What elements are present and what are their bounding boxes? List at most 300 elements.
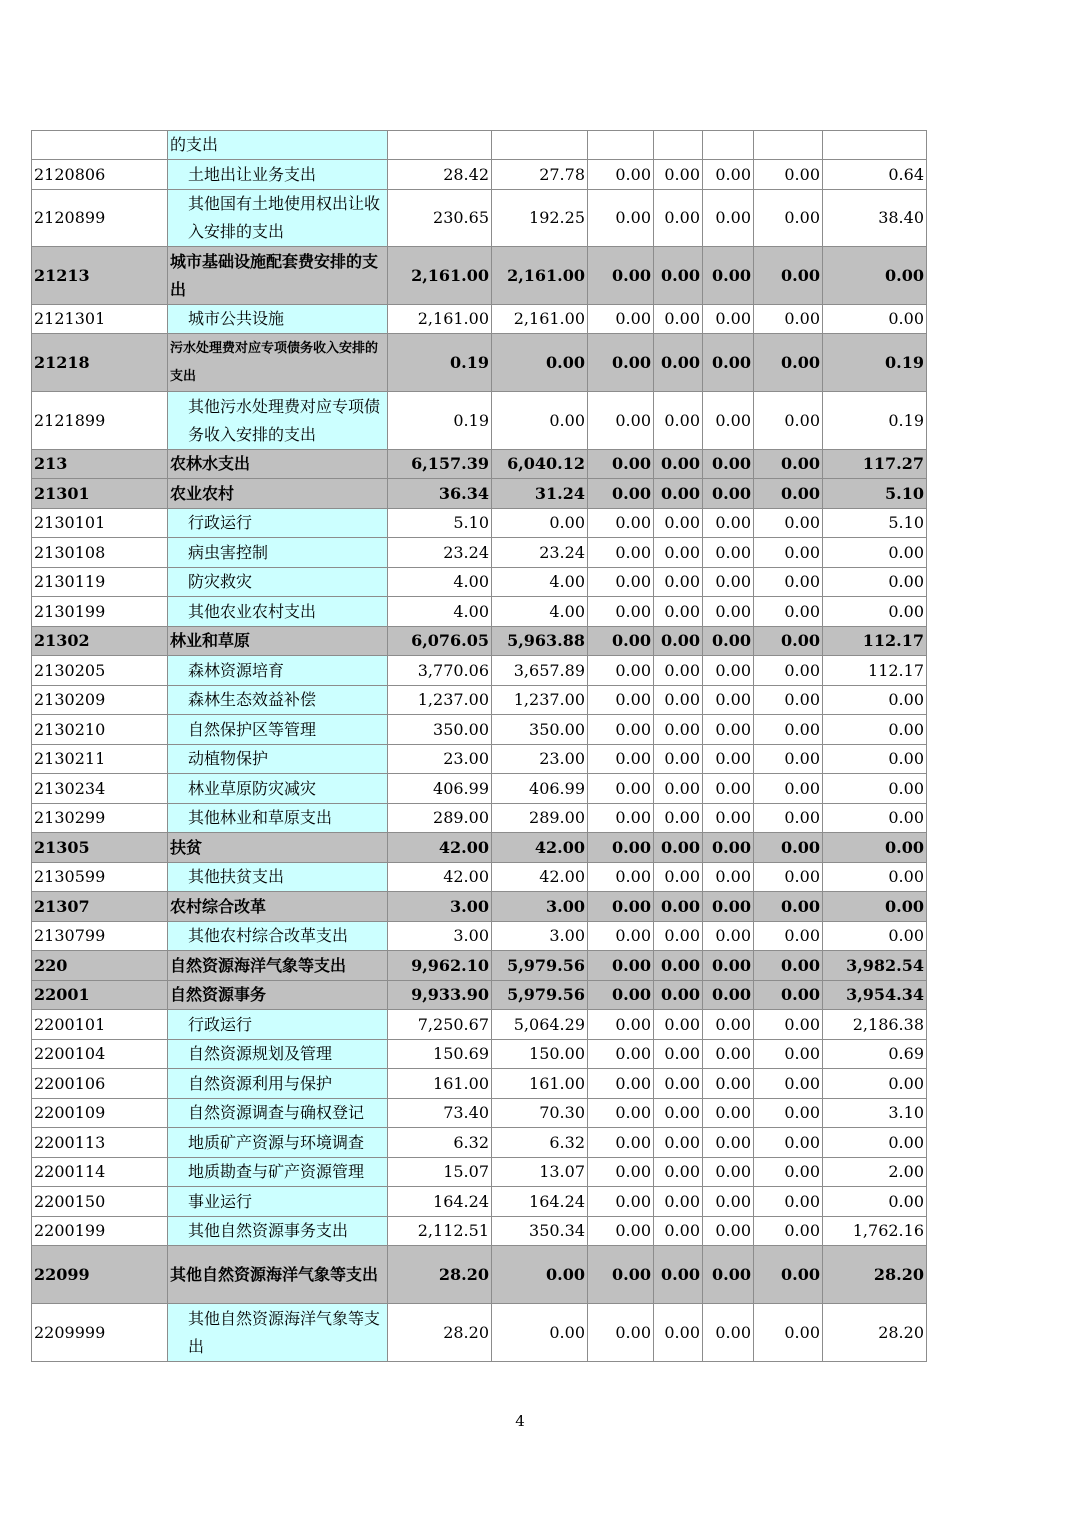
row-value-5: 0.00 [703, 334, 754, 392]
row-value-7: 0.00 [823, 597, 927, 627]
row-value-1: 230.65 [388, 190, 492, 247]
row-name: 自然资源事务 [168, 981, 388, 1010]
category-row [32, 981, 927, 1010]
row-value-4: 0.00 [654, 538, 703, 568]
row-value-7: 0.00 [823, 568, 927, 597]
row-value-3: 0.00 [588, 597, 654, 627]
row-code: 2130101 [32, 509, 168, 538]
row-value-2: 2,161.00 [492, 247, 588, 305]
row-value-7: 0.19 [823, 392, 927, 450]
row-value-1: 36.34 [388, 479, 492, 509]
row-code: 220 [32, 951, 168, 981]
row-value-2: 5,064.29 [492, 1010, 588, 1040]
row-value-3: 0.00 [588, 392, 654, 450]
row-value-3: 0.00 [588, 627, 654, 656]
row-code: 2200114 [32, 1158, 168, 1187]
row-value-4: 0.00 [654, 1187, 703, 1217]
row-name: 其他林业和草原支出 [168, 804, 388, 833]
row-value-2: 406.99 [492, 774, 588, 804]
row-value-3: 0.00 [588, 1099, 654, 1128]
row-value-3: 0.00 [588, 981, 654, 1010]
row-value-2: 42.00 [492, 833, 588, 863]
row-value-2: 150.00 [492, 1040, 588, 1069]
row-value-4: 0.00 [654, 1158, 703, 1187]
table-row [32, 1069, 927, 1099]
row-value-2: 0.00 [492, 1246, 588, 1304]
row-name: 林业和草原 [168, 627, 388, 656]
row-value-1: 2,161.00 [388, 247, 492, 305]
row-value-7: 2.00 [823, 1158, 927, 1187]
row-name: 病虫害控制 [168, 538, 388, 568]
row-value-5: 0.00 [703, 392, 754, 450]
row-value-5: 0.00 [703, 1158, 754, 1187]
row-value-7 [823, 131, 927, 160]
row-value-2: 42.00 [492, 863, 588, 892]
row-value-6: 0.00 [754, 892, 823, 922]
row-value-2: 192.25 [492, 190, 588, 247]
row-name: 其他自然资源海洋气象等支出 [168, 1246, 388, 1304]
row-value-6: 0.00 [754, 833, 823, 863]
row-value-5: 0.00 [703, 922, 754, 951]
page-number: 4 [515, 1412, 525, 1430]
row-value-7: 0.00 [823, 1128, 927, 1158]
row-value-6: 0.00 [754, 305, 823, 334]
row-code: 2130799 [32, 922, 168, 951]
row-value-1: 3.00 [388, 892, 492, 922]
row-value-4: 0.00 [654, 247, 703, 305]
row-value-5: 0.00 [703, 892, 754, 922]
row-value-3: 0.00 [588, 450, 654, 479]
row-value-2: 350.00 [492, 715, 588, 745]
row-code: 2130108 [32, 538, 168, 568]
table-row [32, 1010, 927, 1040]
row-value-6: 0.00 [754, 1158, 823, 1187]
row-code: 213 [32, 450, 168, 479]
category-row [32, 450, 927, 479]
row-value-4: 0.00 [654, 627, 703, 656]
table-row [32, 538, 927, 568]
row-value-6 [754, 131, 823, 160]
table-row [32, 131, 927, 160]
row-value-2: 0.00 [492, 509, 588, 538]
row-name: 其他农村综合改革支出 [168, 922, 388, 951]
row-name: 扶贫 [168, 833, 388, 863]
row-value-1: 9,933.90 [388, 981, 492, 1010]
row-code: 21302 [32, 627, 168, 656]
row-value-7: 0.00 [823, 715, 927, 745]
row-value-6: 0.00 [754, 392, 823, 450]
row-code: 2130299 [32, 804, 168, 833]
table-row [32, 1217, 927, 1246]
row-value-4: 0.00 [654, 1246, 703, 1304]
row-name: 城市公共设施 [168, 305, 388, 334]
row-value-7: 1,762.16 [823, 1217, 927, 1246]
row-code: 2200109 [32, 1099, 168, 1128]
row-value-2: 23.24 [492, 538, 588, 568]
row-value-5: 0.00 [703, 190, 754, 247]
row-value-3: 0.00 [588, 1040, 654, 1069]
row-value-5: 0.00 [703, 1304, 754, 1362]
row-value-6: 0.00 [754, 1217, 823, 1246]
row-name: 的支出 [168, 131, 388, 160]
row-value-2: 1,237.00 [492, 686, 588, 715]
row-value-1: 289.00 [388, 804, 492, 833]
row-value-1: 0.19 [388, 392, 492, 450]
row-value-7: 112.17 [823, 656, 927, 686]
row-value-6: 0.00 [754, 951, 823, 981]
row-value-5: 0.00 [703, 160, 754, 190]
row-code: 2130210 [32, 715, 168, 745]
table-row [32, 715, 927, 745]
row-name: 地质勘查与矿产资源管理 [168, 1158, 388, 1187]
row-value-6: 0.00 [754, 922, 823, 951]
row-value-1: 1,237.00 [388, 686, 492, 715]
row-name: 林业草原防灾减灾 [168, 774, 388, 804]
row-value-5: 0.00 [703, 686, 754, 715]
row-value-6: 0.00 [754, 568, 823, 597]
row-value-4: 0.00 [654, 1128, 703, 1158]
row-name: 防灾救灾 [168, 568, 388, 597]
row-value-6: 0.00 [754, 1246, 823, 1304]
row-value-5: 0.00 [703, 247, 754, 305]
row-value-1: 4.00 [388, 597, 492, 627]
row-value-5: 0.00 [703, 1217, 754, 1246]
row-value-1: 2,161.00 [388, 305, 492, 334]
row-value-3: 0.00 [588, 1187, 654, 1217]
row-value-4: 0.00 [654, 981, 703, 1010]
row-value-7: 0.00 [823, 305, 927, 334]
row-value-6: 0.00 [754, 774, 823, 804]
row-value-2: 3,657.89 [492, 656, 588, 686]
row-value-2: 70.30 [492, 1099, 588, 1128]
row-value-4: 0.00 [654, 1217, 703, 1246]
row-value-7: 112.17 [823, 627, 927, 656]
row-value-4 [654, 131, 703, 160]
row-code: 21307 [32, 892, 168, 922]
row-name: 农村综合改革 [168, 892, 388, 922]
row-value-6: 0.00 [754, 190, 823, 247]
row-value-5: 0.00 [703, 509, 754, 538]
row-value-2: 5,979.56 [492, 981, 588, 1010]
row-name: 污水处理费对应专项债务收入安排的支出 [168, 334, 388, 392]
row-name: 动植物保护 [168, 745, 388, 774]
row-value-3: 0.00 [588, 1217, 654, 1246]
row-value-6: 0.00 [754, 1099, 823, 1128]
row-code: 2130599 [32, 863, 168, 892]
row-value-2: 4.00 [492, 597, 588, 627]
row-value-3: 0.00 [588, 334, 654, 392]
row-value-4: 0.00 [654, 686, 703, 715]
row-value-7: 0.00 [823, 833, 927, 863]
row-value-1: 3.00 [388, 922, 492, 951]
row-value-7: 28.20 [823, 1246, 927, 1304]
row-value-2: 0.00 [492, 1304, 588, 1362]
row-value-5: 0.00 [703, 538, 754, 568]
row-value-5: 0.00 [703, 1187, 754, 1217]
row-value-1: 150.69 [388, 1040, 492, 1069]
row-name: 其他农业农村支出 [168, 597, 388, 627]
row-value-3: 0.00 [588, 160, 654, 190]
row-value-2: 5,979.56 [492, 951, 588, 981]
row-value-5: 0.00 [703, 745, 754, 774]
row-code: 21305 [32, 833, 168, 863]
row-code: 2130205 [32, 656, 168, 686]
row-value-6: 0.00 [754, 656, 823, 686]
row-code: 2200106 [32, 1069, 168, 1099]
row-code: 21218 [32, 334, 168, 392]
table-row [32, 774, 927, 804]
row-value-4: 0.00 [654, 892, 703, 922]
row-value-3: 0.00 [588, 1069, 654, 1099]
row-value-4: 0.00 [654, 392, 703, 450]
row-value-2: 2,161.00 [492, 305, 588, 334]
row-code: 2121301 [32, 305, 168, 334]
row-value-3: 0.00 [588, 863, 654, 892]
row-value-7: 0.00 [823, 247, 927, 305]
row-value-3: 0.00 [588, 509, 654, 538]
row-value-1: 42.00 [388, 863, 492, 892]
row-value-6: 0.00 [754, 627, 823, 656]
row-value-1: 2,112.51 [388, 1217, 492, 1246]
row-value-6: 0.00 [754, 863, 823, 892]
table-row [32, 1128, 927, 1158]
row-value-3: 0.00 [588, 247, 654, 305]
budget-expenditure-table [31, 130, 927, 1362]
category-row [32, 334, 927, 392]
row-value-5 [703, 131, 754, 160]
table-row [32, 745, 927, 774]
row-value-3 [588, 131, 654, 160]
row-name: 自然保护区等管理 [168, 715, 388, 745]
row-value-6: 0.00 [754, 1069, 823, 1099]
row-value-4: 0.00 [654, 305, 703, 334]
row-value-5: 0.00 [703, 450, 754, 479]
row-value-2: 23.00 [492, 745, 588, 774]
row-value-2: 6,040.12 [492, 450, 588, 479]
row-value-6: 0.00 [754, 715, 823, 745]
row-value-3: 0.00 [588, 1304, 654, 1362]
row-value-1: 161.00 [388, 1069, 492, 1099]
table-row [32, 597, 927, 627]
category-row [32, 247, 927, 305]
row-name: 农业农村 [168, 479, 388, 509]
row-value-2: 350.34 [492, 1217, 588, 1246]
table-row [32, 1099, 927, 1128]
row-value-3: 0.00 [588, 833, 654, 863]
row-value-4: 0.00 [654, 1099, 703, 1128]
category-row [32, 479, 927, 509]
row-name: 自然资源调查与确权登记 [168, 1099, 388, 1128]
row-value-4: 0.00 [654, 1304, 703, 1362]
row-value-7: 3,982.54 [823, 951, 927, 981]
row-value-5: 0.00 [703, 774, 754, 804]
row-value-6: 0.00 [754, 247, 823, 305]
row-value-7: 0.00 [823, 892, 927, 922]
row-value-7: 5.10 [823, 509, 927, 538]
row-value-1: 5.10 [388, 509, 492, 538]
row-value-5: 0.00 [703, 568, 754, 597]
row-value-5: 0.00 [703, 1246, 754, 1304]
row-value-3: 0.00 [588, 538, 654, 568]
table-row [32, 305, 927, 334]
row-code: 2130234 [32, 774, 168, 804]
row-code: 2130209 [32, 686, 168, 715]
table-row [32, 160, 927, 190]
row-value-1: 3,770.06 [388, 656, 492, 686]
row-value-6: 0.00 [754, 686, 823, 715]
row-code: 22099 [32, 1246, 168, 1304]
category-row [32, 951, 927, 981]
row-value-5: 0.00 [703, 863, 754, 892]
row-value-1: 28.20 [388, 1304, 492, 1362]
row-value-7: 0.19 [823, 334, 927, 392]
row-code: 2120899 [32, 190, 168, 247]
row-value-4: 0.00 [654, 450, 703, 479]
row-code [32, 131, 168, 160]
row-value-4: 0.00 [654, 568, 703, 597]
row-value-5: 0.00 [703, 1128, 754, 1158]
table-row [32, 863, 927, 892]
row-value-4: 0.00 [654, 951, 703, 981]
row-name: 其他污水处理费对应专项债务收入安排的支出 [168, 392, 388, 450]
row-code: 2200104 [32, 1040, 168, 1069]
table-row [32, 804, 927, 833]
row-value-7: 28.20 [823, 1304, 927, 1362]
row-value-2: 4.00 [492, 568, 588, 597]
row-value-1: 4.00 [388, 568, 492, 597]
row-value-1: 6.32 [388, 1128, 492, 1158]
table-row [32, 509, 927, 538]
row-value-7: 0.64 [823, 160, 927, 190]
row-code: 2200199 [32, 1217, 168, 1246]
row-name: 自然资源规划及管理 [168, 1040, 388, 1069]
row-value-4: 0.00 [654, 804, 703, 833]
row-value-4: 0.00 [654, 1040, 703, 1069]
row-value-4: 0.00 [654, 190, 703, 247]
table-row [32, 656, 927, 686]
category-row [32, 1246, 927, 1304]
row-value-1: 28.20 [388, 1246, 492, 1304]
row-value-5: 0.00 [703, 981, 754, 1010]
row-name: 城市基础设施配套费安排的支出 [168, 247, 388, 305]
row-name: 其他国有土地使用权出让收入安排的支出 [168, 190, 388, 247]
row-value-2: 3.00 [492, 922, 588, 951]
row-value-1: 7,250.67 [388, 1010, 492, 1040]
row-name: 其他扶贫支出 [168, 863, 388, 892]
row-value-4: 0.00 [654, 597, 703, 627]
row-value-6: 0.00 [754, 1128, 823, 1158]
table-row [32, 190, 927, 247]
row-value-7: 3.10 [823, 1099, 927, 1128]
row-value-3: 0.00 [588, 715, 654, 745]
row-code: 2130119 [32, 568, 168, 597]
row-value-4: 0.00 [654, 160, 703, 190]
row-value-7: 2,186.38 [823, 1010, 927, 1040]
row-value-6: 0.00 [754, 1040, 823, 1069]
row-value-6: 0.00 [754, 745, 823, 774]
row-value-6: 0.00 [754, 450, 823, 479]
row-value-7: 0.00 [823, 686, 927, 715]
row-value-2: 0.00 [492, 392, 588, 450]
row-value-6: 0.00 [754, 509, 823, 538]
row-value-7: 0.00 [823, 1069, 927, 1099]
row-value-5: 0.00 [703, 627, 754, 656]
row-value-3: 0.00 [588, 1128, 654, 1158]
table-row [32, 392, 927, 450]
row-value-6: 0.00 [754, 1187, 823, 1217]
row-value-5: 0.00 [703, 804, 754, 833]
row-name: 行政运行 [168, 509, 388, 538]
row-name: 地质矿产资源与环境调查 [168, 1128, 388, 1158]
row-value-3: 0.00 [588, 1246, 654, 1304]
row-value-2: 13.07 [492, 1158, 588, 1187]
row-code: 2200150 [32, 1187, 168, 1217]
row-code: 2200113 [32, 1128, 168, 1158]
row-value-6: 0.00 [754, 479, 823, 509]
row-value-1: 350.00 [388, 715, 492, 745]
row-value-1: 73.40 [388, 1099, 492, 1128]
row-value-4: 0.00 [654, 1069, 703, 1099]
row-value-1: 0.19 [388, 334, 492, 392]
row-value-5: 0.00 [703, 305, 754, 334]
row-value-2: 3.00 [492, 892, 588, 922]
row-value-1: 406.99 [388, 774, 492, 804]
row-value-4: 0.00 [654, 715, 703, 745]
table-row [32, 1158, 927, 1187]
row-name: 森林生态效益补偿 [168, 686, 388, 715]
row-name: 事业运行 [168, 1187, 388, 1217]
row-value-3: 0.00 [588, 892, 654, 922]
row-value-2: 6.32 [492, 1128, 588, 1158]
row-value-1: 15.07 [388, 1158, 492, 1187]
row-value-4: 0.00 [654, 863, 703, 892]
row-value-6: 0.00 [754, 804, 823, 833]
row-value-6: 0.00 [754, 981, 823, 1010]
table-row [32, 1304, 927, 1362]
row-value-1: 28.42 [388, 160, 492, 190]
row-code: 2209999 [32, 1304, 168, 1362]
row-value-7: 3,954.34 [823, 981, 927, 1010]
row-value-2: 161.00 [492, 1069, 588, 1099]
row-name: 其他自然资源事务支出 [168, 1217, 388, 1246]
row-value-5: 0.00 [703, 1069, 754, 1099]
row-value-5: 0.00 [703, 656, 754, 686]
row-value-2: 5,963.88 [492, 627, 588, 656]
row-value-1: 164.24 [388, 1187, 492, 1217]
row-value-4: 0.00 [654, 334, 703, 392]
row-value-1: 6,157.39 [388, 450, 492, 479]
row-value-4: 0.00 [654, 509, 703, 538]
table-row [32, 686, 927, 715]
row-value-4: 0.00 [654, 656, 703, 686]
row-name: 其他自然资源海洋气象等支出 [168, 1304, 388, 1362]
row-value-3: 0.00 [588, 686, 654, 715]
row-name: 自然资源利用与保护 [168, 1069, 388, 1099]
row-value-3: 0.00 [588, 745, 654, 774]
row-value-1: 9,962.10 [388, 951, 492, 981]
row-value-7: 5.10 [823, 479, 927, 509]
row-value-5: 0.00 [703, 597, 754, 627]
row-value-7: 0.00 [823, 745, 927, 774]
row-name: 农林水支出 [168, 450, 388, 479]
row-value-3: 0.00 [588, 190, 654, 247]
row-value-3: 0.00 [588, 1158, 654, 1187]
row-value-3: 0.00 [588, 774, 654, 804]
row-value-4: 0.00 [654, 479, 703, 509]
category-row [32, 627, 927, 656]
row-value-7: 38.40 [823, 190, 927, 247]
row-value-6: 0.00 [754, 1010, 823, 1040]
